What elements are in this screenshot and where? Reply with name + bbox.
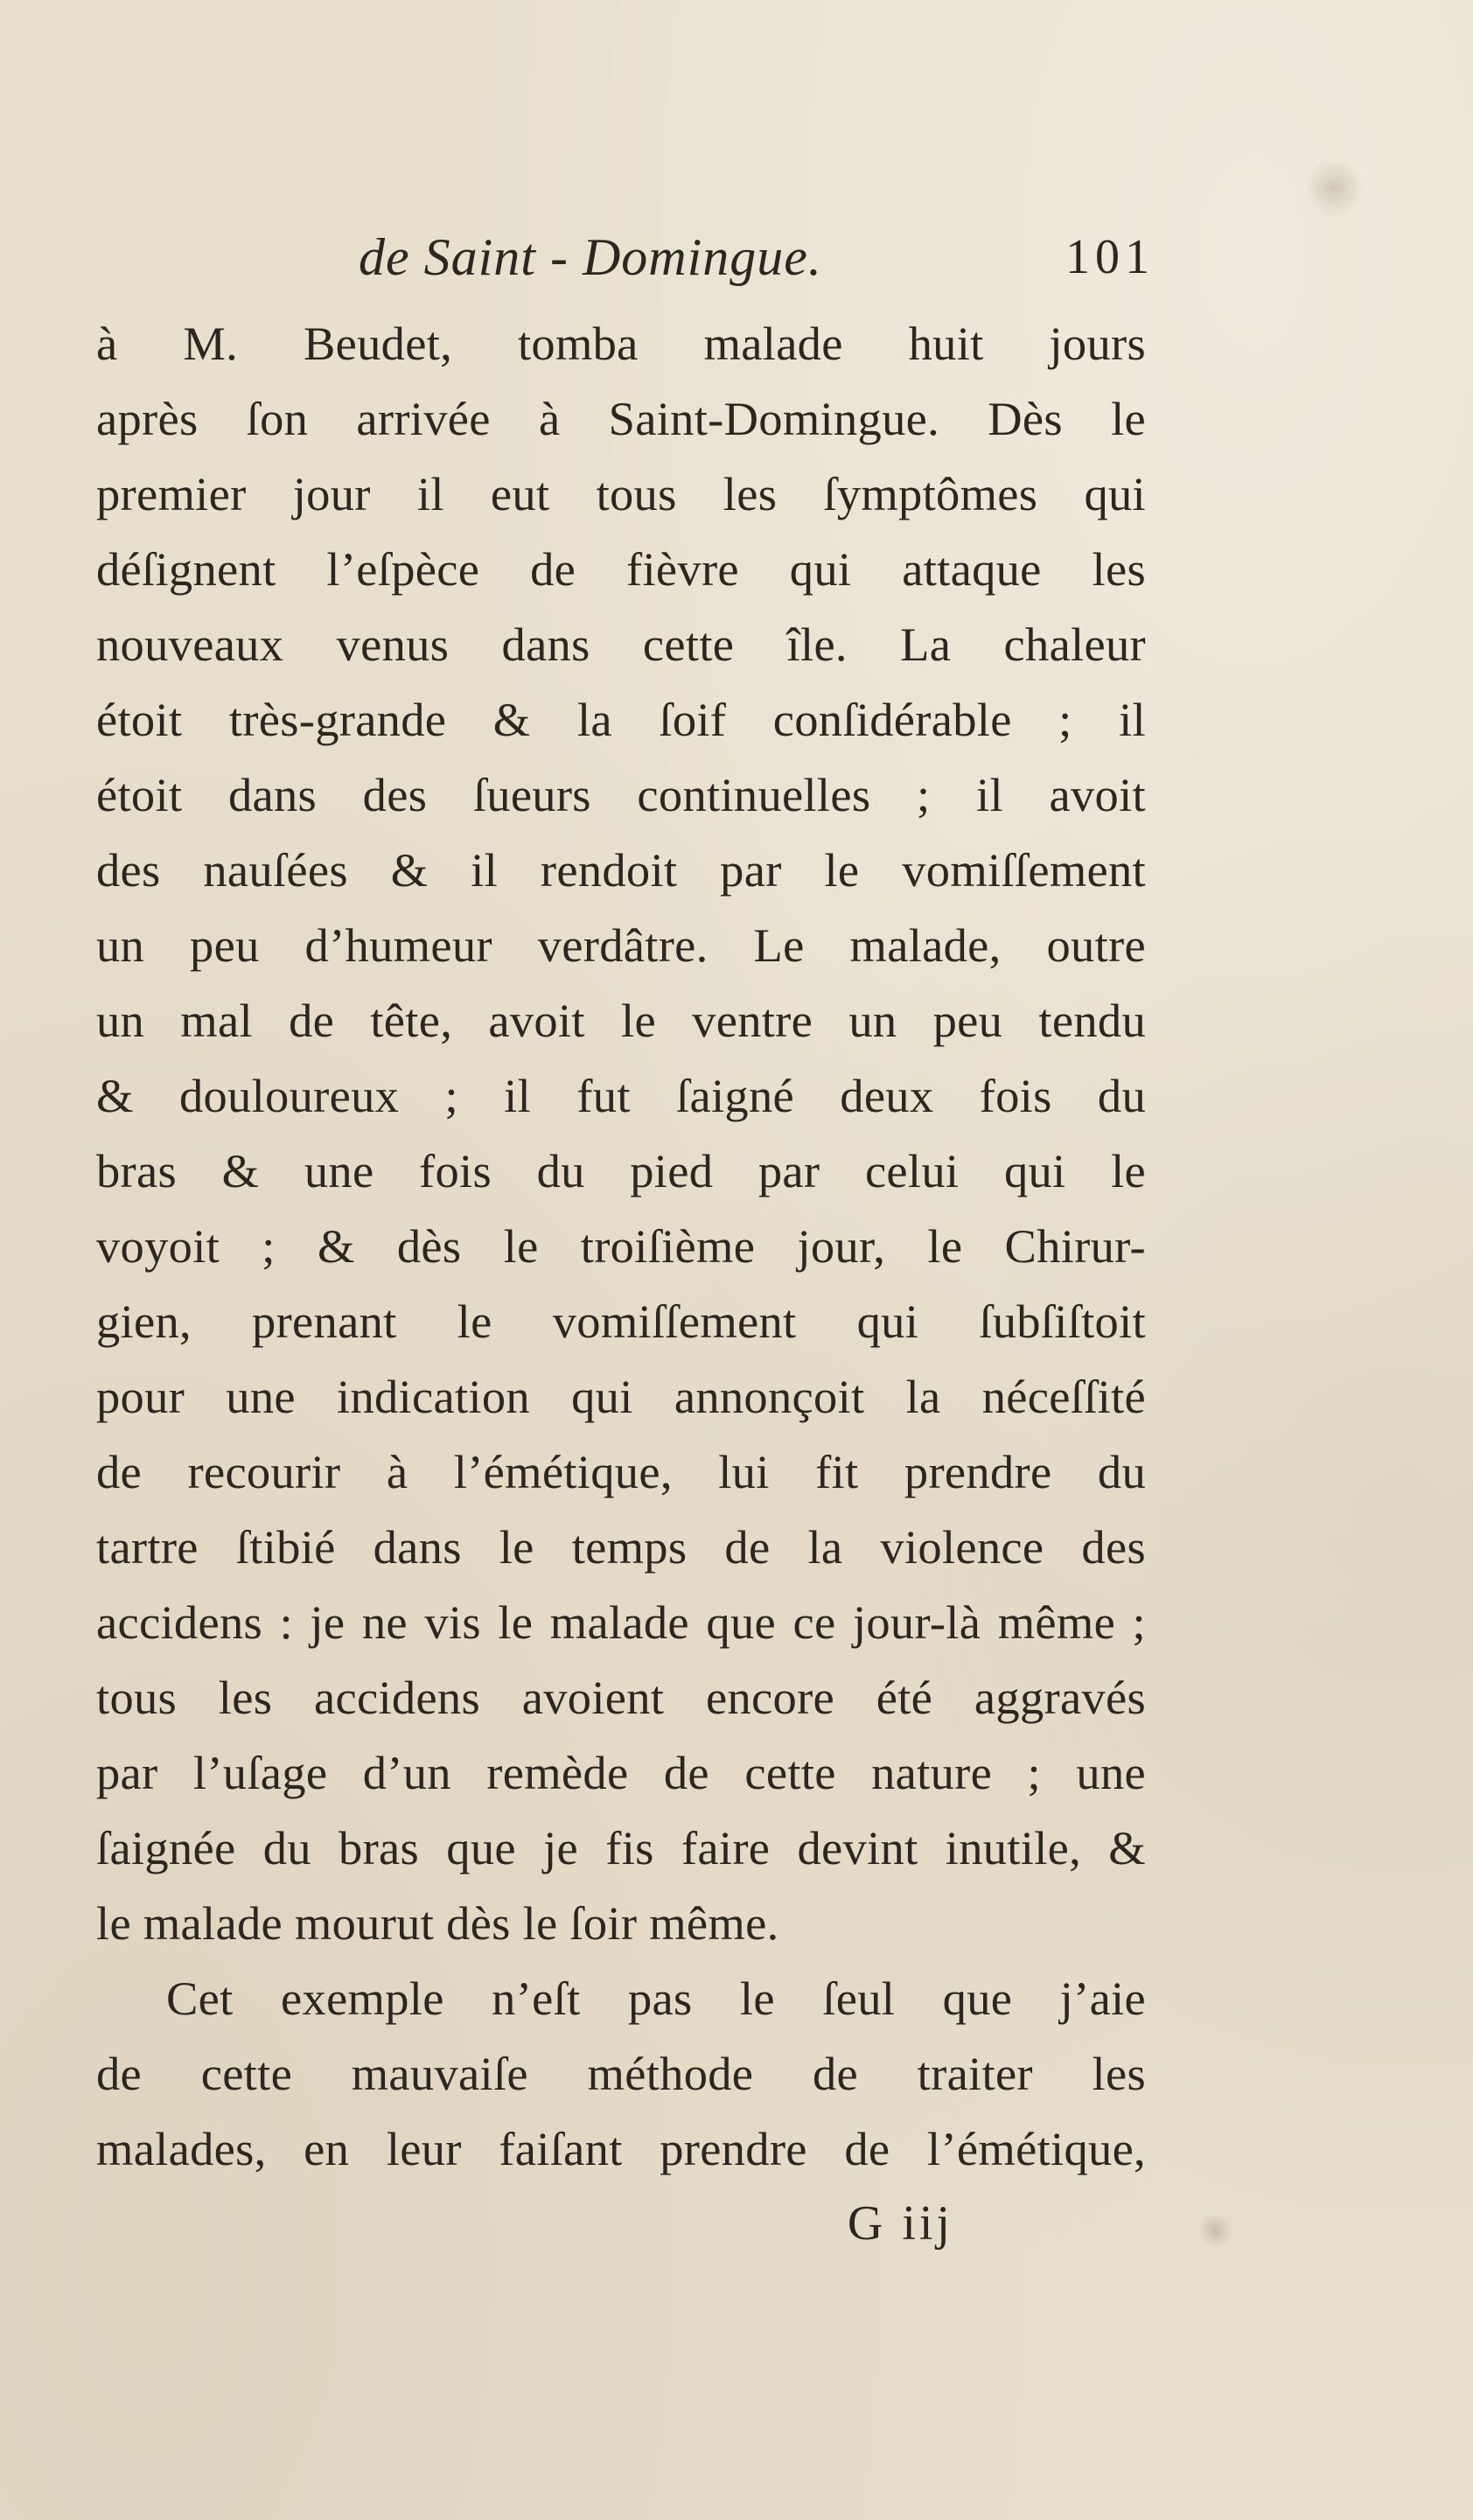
paragraph-1 — [96, 306, 1146, 1961]
text-line: pour une indication qui annonçoit la néceſſité — [96, 1370, 1146, 1423]
text-line: de recourir à l’émétique, lui fit prendre du — [96, 1445, 1146, 1498]
paper-stain — [1303, 157, 1365, 219]
paper-stain — [1198, 2213, 1233, 2248]
text-line: étoit très-grande & la ſoif conſidérable ; il — [96, 693, 1146, 746]
text-line: un peu d’humeur verdâtre. Le malade, outre — [96, 918, 1146, 972]
text-line: un mal de tête, avoit le ventre un peu tendu — [96, 994, 1146, 1047]
text-line: accidens : je ne vis le malade que ce jour-là même ; — [96, 1595, 1146, 1649]
signature-mark: G iij — [847, 2196, 953, 2251]
text-line: déſignent l’eſpèce de fièvre qui attaque les — [96, 542, 1146, 596]
running-head — [96, 219, 1155, 306]
text-line: ſaignée du bras que je fis faire devint inutile, & — [96, 1821, 1146, 1874]
text-line: le malade mourut dès le ſoir même. — [96, 1896, 779, 1950]
text-line: nouveaux venus dans cette île. La chaleur — [96, 618, 1146, 671]
text-line: des nauſées & il rendoit par le vomiſſement — [96, 843, 1146, 897]
text-line: Cet exemple n’eſt pas le ſeul que j’aie — [166, 1972, 1146, 2025]
text-line: étoit dans des ſueurs continuelles ; il avoit — [96, 768, 1146, 821]
text-line: tous les accidens avoient encore été aggravés — [96, 1671, 1146, 1724]
text-line: & douloureux ; il fut ſaigné deux fois du — [96, 1069, 1146, 1122]
text-line: malades, en leur faiſant prendre de l’émétique, — [96, 2122, 1146, 2175]
signature-row — [96, 2187, 1146, 2274]
text-line: à M. Beudet, tomba malade huit jours — [96, 317, 1146, 370]
text-line: tartre ſtibié dans le temps de la violence des — [96, 1520, 1146, 1574]
text-line: gien, prenant le vomiſſement qui ſubſiſtoit — [96, 1295, 1146, 1348]
page-number: 101 — [1065, 230, 1155, 284]
running-title: de Saint - Domingue. — [359, 228, 822, 286]
text-line: par l’uſage d’un remède de cette nature ; une — [96, 1746, 1146, 1799]
text-line: premier jour il eut tous les ſymptômes qui — [96, 467, 1146, 520]
text-line: bras & une fois du pied par celui qui le — [96, 1144, 1146, 1197]
text-line: de cette mauvaiſe méthode de traiter les — [96, 2047, 1146, 2100]
paragraph-2 — [96, 1961, 1146, 2187]
text-block — [96, 219, 1155, 2274]
text-line: après ſon arrivée à Saint-Domingue. Dès le — [96, 392, 1146, 445]
text-line: voyoit ; & dès le troiſième jour, le Chirur- — [96, 1219, 1146, 1273]
